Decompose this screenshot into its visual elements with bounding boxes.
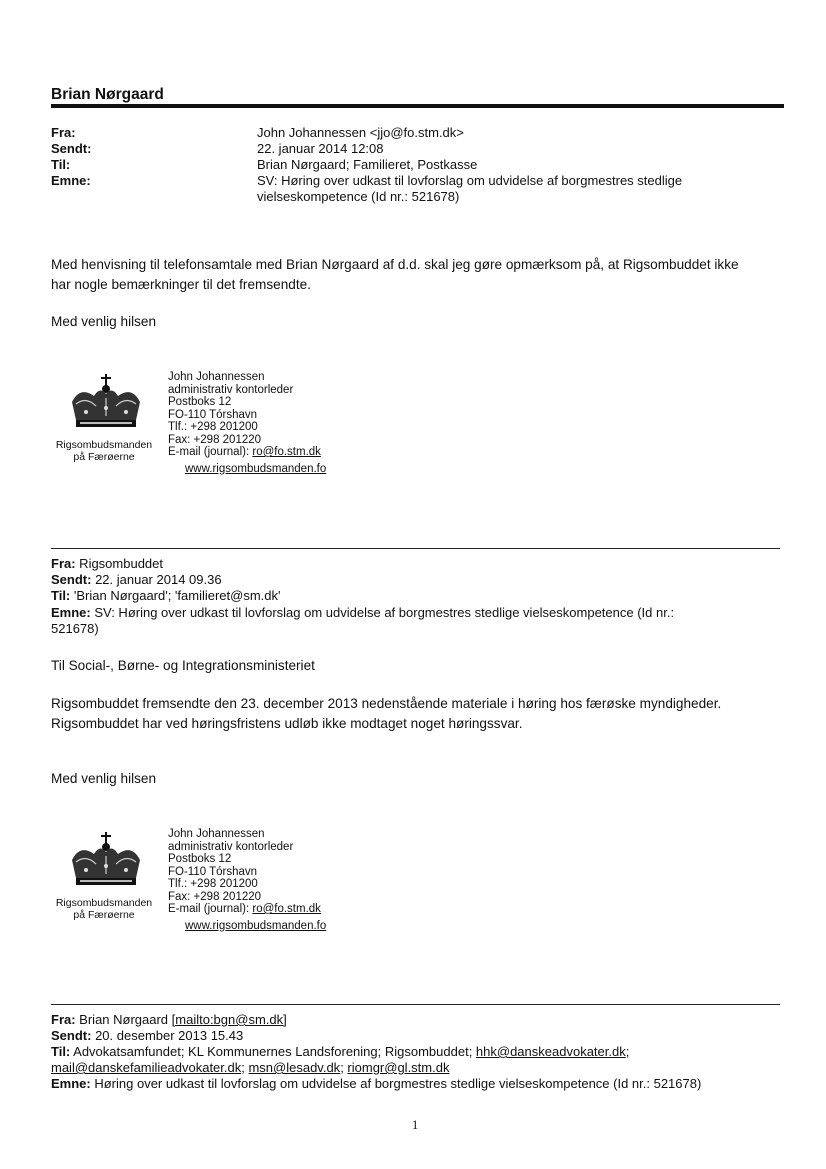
email2-closing: Med venlig hilsen [51, 771, 157, 786]
email3-to-value: Advokatsamfundet; KL Kommunernes Landsforening; Rigsombuddet; [70, 1044, 476, 1059]
email3-to-separator: ; [340, 1060, 348, 1075]
email2-to-row [51, 588, 781, 603]
signature-email-row [168, 446, 326, 459]
email2-body-line1: Rigsombuddet fremsendte den 23. december 2013 nedenstående materiale i høring hos færøske myndigheder. [51, 696, 722, 711]
signature-fax: Fax: +298 201220 [168, 890, 262, 903]
email1-body-line2: har nogle bemærkninger til det fremsendte. [51, 277, 311, 292]
signature-title: administrativ kontorleder [168, 383, 294, 396]
email2-sent-label: Sendt: [51, 572, 92, 587]
signature-website-link[interactable]: www.rigsombudsmanden.fo [185, 462, 327, 475]
signature-name: John Johannessen [168, 828, 265, 840]
message-divider [51, 548, 780, 549]
signature-block [168, 828, 326, 932]
email3-to-row2 [51, 1060, 781, 1075]
email3-subject-value: Høring over udkast til lovforslag om udvidelse af borgmestres stedlige vielseskompetence (Id nr.: 521678) [90, 1076, 702, 1091]
signature-name: John Johannessen [168, 371, 265, 383]
subject-value-line1: SV: Høring over udkast til lovforslag om udvidelse af borgmestres stedlige [257, 173, 683, 188]
sender-name-header: Brian Nørgaard [51, 86, 164, 103]
page-number: 1 [412, 1118, 419, 1132]
email2-from-label: Fra: [51, 556, 76, 571]
email2-greeting: Til Social-, Børne- og Integrationsministeriet [51, 658, 315, 673]
subject-label: Emne: [51, 173, 91, 188]
crest-caption-line1: Rigsombudsmanden [55, 439, 153, 451]
signature-block [168, 371, 326, 475]
signature-website-link[interactable]: www.rigsombudsmanden.fo [185, 919, 327, 932]
crest-caption-line2: på Færøerne [73, 451, 135, 463]
signature-phone: Tlf.: +298 201200 [168, 878, 258, 890]
email2-sent-row [51, 572, 781, 587]
email3-to-link-hhk[interactable]: hhk@danskeadvokater.dk [475, 1044, 626, 1059]
signature-address2: FO-110 Tórshavn [168, 408, 258, 421]
signature-email-label: E-mail (journal): [168, 903, 253, 915]
crown-crest-icon [66, 830, 146, 894]
email3-to-separator: ; [241, 1060, 249, 1075]
email3-to-link-mail[interactable]: mail@danskefamilieadvokater.dk [51, 1060, 242, 1075]
signature-address2: FO-110 Tórshavn [168, 865, 258, 878]
email3-subject-label: Emne: [51, 1076, 91, 1091]
email2-body-line2: Rigsombuddet har ved høringsfristens udløb ikke modtaget noget høringssvar. [51, 716, 523, 731]
crest-caption [49, 439, 159, 463]
message-divider [51, 1004, 780, 1005]
email2-from-value: Rigsombuddet [75, 556, 164, 571]
email3-from-label: Fra: [51, 1012, 76, 1027]
email2-subject-row2: 521678) [51, 621, 99, 636]
email3-sent-label: Sendt: [51, 1028, 92, 1043]
from-label: Fra: [51, 125, 76, 140]
crown-crest-icon [66, 372, 146, 436]
email2-subject-value: SV: Høring over udkast til lovforslag om udvidelse af borgmestres stedlige vielseskompetence (Id nr.: [90, 605, 675, 620]
email2-to-value: 'Brian Nørgaard'; 'familieret@sm.dk' [70, 588, 281, 603]
email2-from-row [51, 556, 781, 571]
email3-to-separator: ; [625, 1044, 630, 1059]
subject-value-line2: vielseskompetence (Id nr.: 521678) [257, 189, 460, 204]
email3-sent-row [51, 1028, 781, 1043]
email3-from-mailto-link[interactable]: [mailto:bgn@sm.dk] [171, 1012, 287, 1027]
crest-caption [49, 897, 159, 921]
signature-phone: Tlf.: +298 201200 [168, 421, 258, 433]
email2-to-label: Til: [51, 588, 71, 603]
email2-subject-label: Emne: [51, 605, 91, 620]
email3-to-label: Til: [51, 1044, 71, 1059]
signature-fax: Fax: +298 201220 [168, 433, 262, 446]
to-label: Til: [51, 157, 71, 172]
signature-email-row [168, 903, 326, 916]
email3-to-link-riomgr[interactable]: riomgr@gl.stm.dk [347, 1060, 450, 1075]
signature-website-row [168, 920, 326, 933]
email1-closing: Med venlig hilsen [51, 314, 157, 329]
email2-sent-value: 22. januar 2014 09.36 [91, 572, 222, 587]
email3-to-link-msn[interactable]: msn@lesadv.dk [248, 1060, 341, 1075]
signature-email-link[interactable]: ro@fo.stm.dk [252, 903, 321, 915]
crest-caption-line2: på Færøerne [73, 909, 135, 921]
signature-email-label: E-mail (journal): [168, 446, 253, 458]
email3-subject-row [51, 1076, 781, 1091]
email1-body-line1: Med henvisning til telefonsamtale med Brian Nørgaard af d.d. skal jeg gøre opmærksom på, at Rigsombuddet ikke [51, 257, 739, 272]
email3-from-row [51, 1012, 781, 1027]
email2-subject-row [51, 605, 781, 620]
signature-website-row [168, 463, 326, 476]
email3-from-value: Brian Nørgaard [75, 1012, 172, 1027]
email3-sent-value: 20. desember 2013 15.43 [91, 1028, 244, 1043]
header-rule [51, 104, 784, 108]
sent-value: 22. januar 2014 12:08 [257, 141, 384, 156]
signature-email-link[interactable]: ro@fo.stm.dk [252, 446, 321, 458]
from-value: John Johannessen <jjo@fo.stm.dk> [257, 125, 464, 140]
signature-address1: Postboks 12 [168, 396, 232, 408]
email3-to-row [51, 1044, 781, 1059]
signature-title: administrativ kontorleder [168, 840, 294, 853]
signature-address1: Postboks 12 [168, 853, 232, 865]
to-value: Brian Nørgaard; Familieret, Postkasse [257, 157, 478, 172]
crest-caption-line1: Rigsombudsmanden [55, 897, 153, 909]
sent-label: Sendt: [51, 141, 92, 156]
